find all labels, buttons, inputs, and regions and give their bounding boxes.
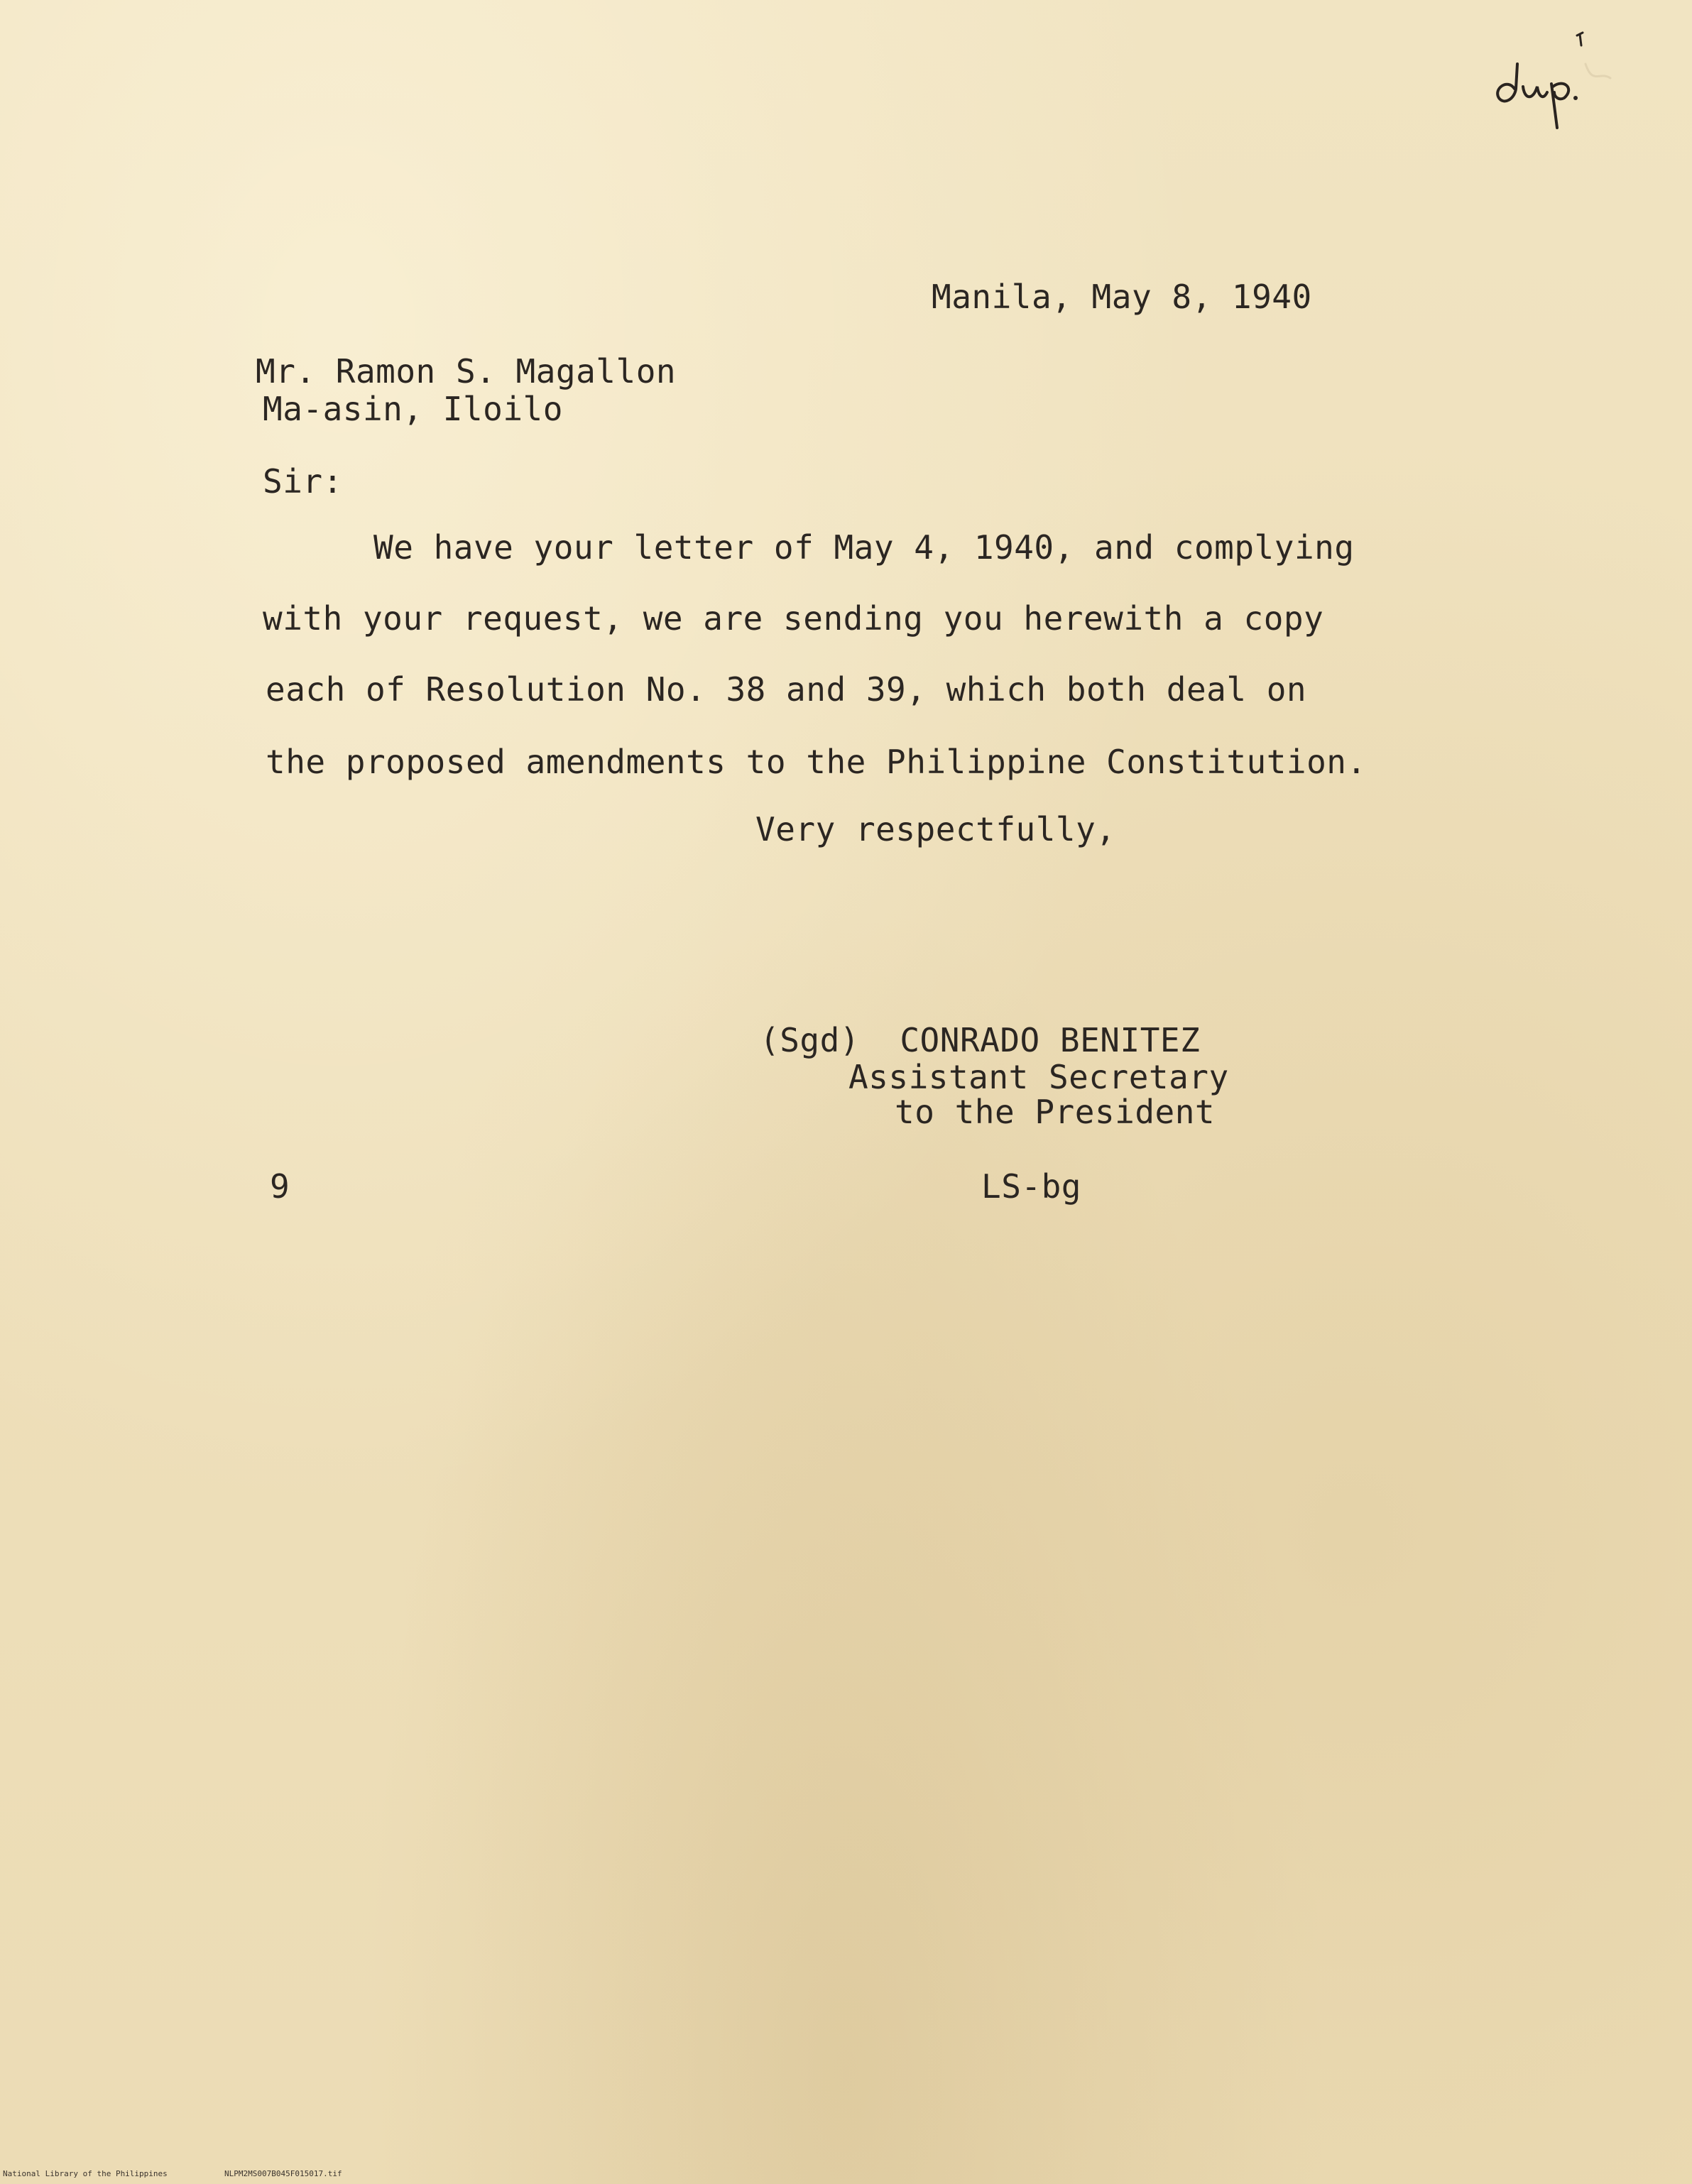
body-line-4: the proposed amendments to the Philippine Constitution.	[266, 743, 1367, 781]
signature-name: (Sgd) CONRADO BENITEZ	[760, 1021, 1201, 1059]
salutation: Sir:	[263, 462, 343, 501]
page-number: 9	[270, 1167, 290, 1206]
addressee-place: Ma-asin, Iloilo	[263, 390, 563, 428]
body-line-3: each of Resolution No. 38 and 39, which both deal on	[266, 670, 1307, 709]
closing: Very respectfully,	[755, 810, 1116, 848]
signature-title: Assistant Secretary	[848, 1058, 1229, 1096]
footer-library: National Library of the Philippines	[3, 2169, 168, 2178]
body-line-2: with your request, we are sending you herewith a copy	[263, 599, 1324, 638]
handwritten-dup-annotation	[1486, 21, 1628, 142]
body-line-1: We have your letter of May 4, 1940, and complying	[373, 528, 1355, 567]
footer-filename: NLPM2MS007B045F015017.tif	[224, 2169, 342, 2178]
signature-office: to the President	[895, 1093, 1216, 1131]
reference-initials: LS-bg	[981, 1167, 1081, 1206]
date-line: Manila, May 8, 1940	[932, 278, 1312, 316]
addressee-name: Mr. Ramon S. Magallon	[256, 352, 677, 391]
